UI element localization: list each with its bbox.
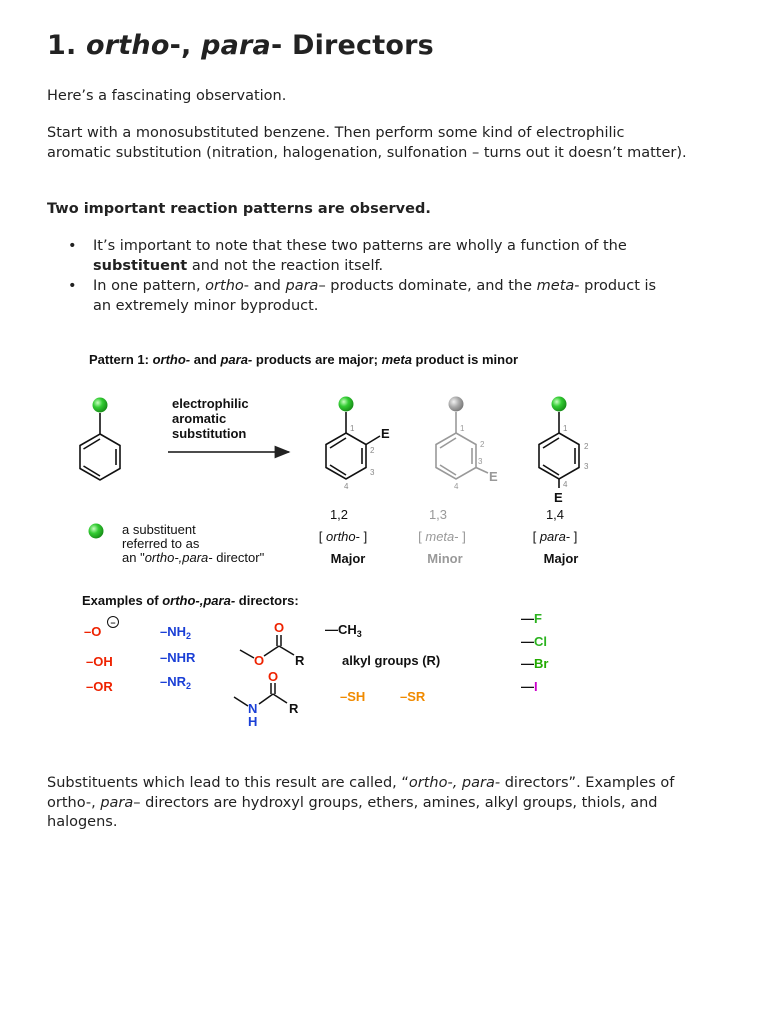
ortho-product-structure — [326, 397, 390, 492]
bullet-1-text-a: It’s important to note that these two patterns are wholly a function of the — [93, 238, 627, 254]
meta-position-label: 1,3 — [428, 507, 448, 522]
ester-structure — [240, 635, 294, 658]
para-result-label: Major — [543, 551, 579, 566]
ester-oxygen: O — [254, 653, 265, 668]
meta-result-label: Minor — [427, 551, 463, 566]
amide-structure — [234, 683, 287, 706]
para-position-label: 1,4 — [545, 507, 565, 522]
substituent-ball-icon — [552, 397, 567, 412]
group-bromine: —Br — [521, 656, 549, 671]
legend-text — [122, 522, 265, 565]
svg-text:2: 2 — [584, 442, 589, 451]
svg-text:2: 2 — [370, 446, 375, 455]
director-examples — [84, 611, 548, 729]
bullet-2-text-g: - product is an extremely minor byproduct. — [93, 278, 657, 314]
conclusion-text-c: directors”. Examples of ortho-, — [47, 775, 675, 811]
group-nhr: –NHR — [160, 650, 196, 665]
conclusion-text-a: Substituents which lead to this result are called, “ — [47, 775, 409, 791]
arrow-label-line1: electrophilic — [172, 396, 249, 411]
svg-text:2: 2 — [480, 440, 485, 449]
conclusion-text-e: – directors are hydroxyl groups, ethers, amines, alkyl groups, thiols, and halogens. — [47, 794, 658, 830]
amide-nitrogen: N — [248, 701, 258, 716]
alkyl-groups-label: alkyl groups (R) — [342, 653, 441, 668]
bullet-2-para: para — [285, 278, 319, 294]
group-oh: –OH — [86, 654, 113, 669]
legend-ball-icon — [89, 524, 104, 539]
context-paragraph: Start with a monosubstituted benzene. Then perform some kind of electrophilic aromatic substitution (nitration, halogenation, sulfonation – turns out it doesn’t matter). — [47, 125, 687, 161]
title-ortho: ortho — [86, 30, 170, 61]
bullet-2-ortho: ortho — [205, 278, 244, 294]
title-sep: -, — [169, 30, 202, 61]
group-sh: –SH — [340, 689, 366, 704]
svg-text:4: 4 — [344, 482, 349, 491]
group-ch3: $—CH_3$ — [325, 622, 362, 639]
para-product-structure — [539, 397, 589, 506]
group-or: –OR — [86, 679, 113, 694]
group-nh2: $-NH_2$ — [160, 624, 192, 641]
svg-text:1: 1 — [460, 424, 465, 433]
group-fluorine: —F — [521, 611, 542, 626]
group-o-minus: –O — [84, 624, 102, 639]
group-sr: –SR — [400, 689, 426, 704]
meta-name-label: [ meta- ] — [418, 529, 466, 544]
electrophile-label: E — [554, 490, 563, 505]
bullet-1-text-c: and not the reaction itself. — [187, 258, 384, 274]
reaction-arrow-label — [172, 396, 249, 441]
electrophile-label: E — [381, 426, 390, 441]
svg-text:4: 4 — [454, 482, 459, 491]
examples-heading: Examples of ortho-,para- directors: — [82, 593, 299, 608]
intro-paragraph: Here’s a fascinating observation. — [47, 88, 287, 104]
negative-charge-sign: – — [110, 617, 116, 628]
arrow-label-line2: aromatic — [172, 411, 227, 426]
ortho-result-label: Major — [330, 551, 366, 566]
svg-text:3: 3 — [370, 468, 375, 477]
svg-text:3: 3 — [584, 462, 589, 471]
ester-carbonyl-oxygen: O — [274, 620, 285, 635]
pattern-heading: Pattern 1: ortho- and para- products are major; meta product is minor — [89, 352, 519, 367]
group-nr2: $-NR_2$ — [160, 674, 192, 691]
amide-r-group: R — [289, 701, 299, 716]
patterns-heading: Two important reaction patterns are observed. — [47, 201, 431, 217]
conclusion-para: para — [100, 794, 134, 811]
benzene-reactant — [80, 413, 120, 480]
substituent-ball-icon — [449, 397, 464, 412]
amide-hydrogen: H — [248, 714, 258, 729]
amide-oxygen: O — [268, 669, 279, 684]
bullet-2-text-c: - and — [243, 278, 286, 294]
arrow-label-line3: substitution — [172, 426, 247, 441]
bullet-2-meta: meta — [536, 278, 575, 294]
para-name-label: [ para- ] — [532, 529, 578, 544]
svg-text:1: 1 — [563, 424, 568, 433]
legend-line3: an "ortho-,para- director" — [122, 550, 265, 565]
svg-text:3: 3 — [478, 457, 483, 466]
group-iodine: —I — [521, 679, 538, 694]
ester-r-group: R — [295, 653, 305, 668]
ortho-name-label: [ ortho- ] — [318, 529, 368, 544]
title-number: 1. — [47, 30, 87, 61]
meta-product-structure — [436, 397, 498, 492]
bullet-2-text-a: In one pattern, — [93, 278, 206, 294]
substituent-ball-icon — [339, 397, 354, 412]
bullet-2-text-e: – products dominate, and the — [318, 278, 537, 294]
electrophile-label: E — [489, 469, 498, 484]
title-rest: - Directors — [270, 30, 434, 61]
svg-text:1: 1 — [350, 424, 355, 433]
group-chlorine: —Cl — [521, 634, 547, 649]
title-para: para — [201, 30, 271, 61]
substituent-ball-icon — [93, 398, 108, 413]
conclusion-ortho-para: ortho-, para- — [408, 775, 501, 791]
ortho-position-label: 1,2 — [329, 507, 349, 522]
legend-line2: referred to as — [122, 536, 200, 551]
legend-line1: a substituent — [122, 522, 196, 537]
svg-text:4: 4 — [563, 480, 568, 489]
bullet-1-bold: substituent — [93, 258, 188, 274]
